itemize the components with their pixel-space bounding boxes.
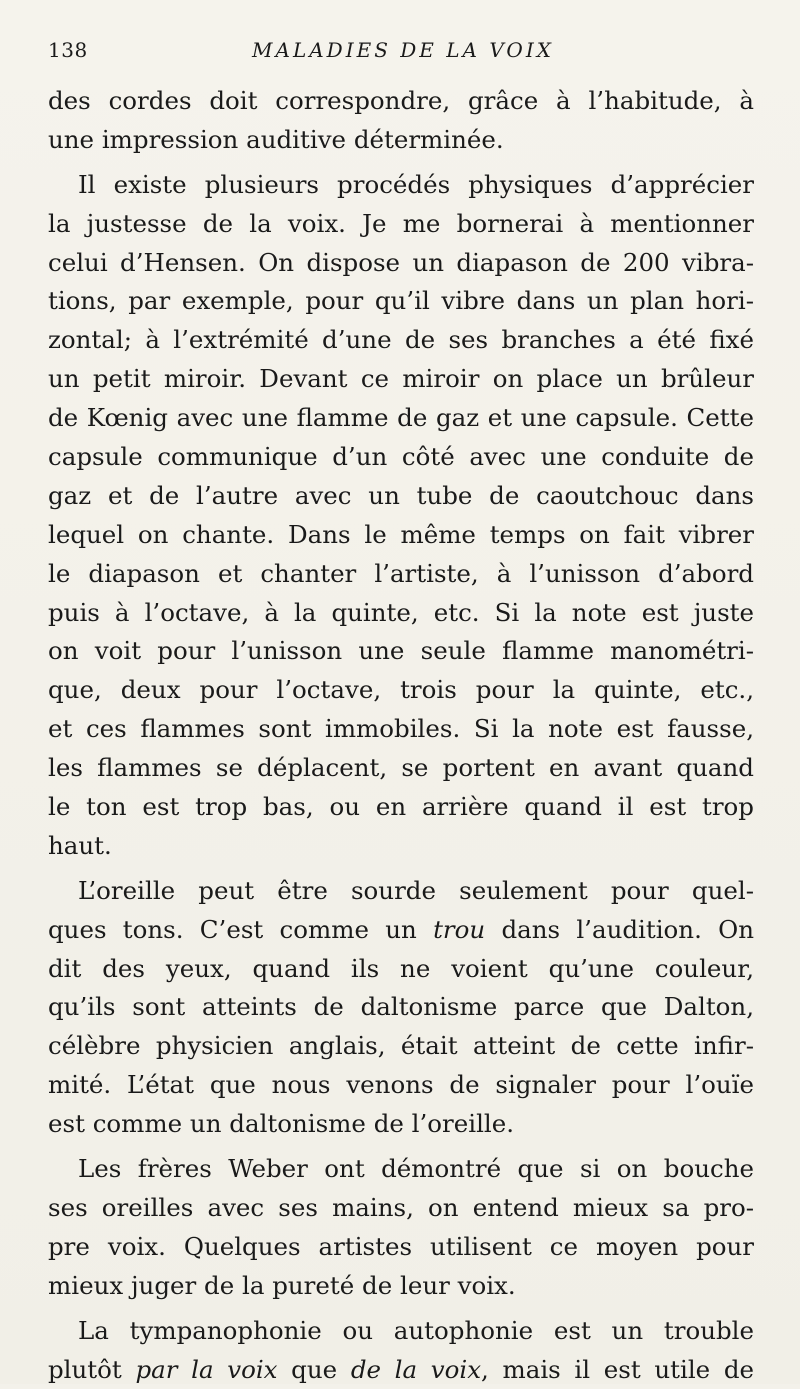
paragraph-first-line: La tympanophonie ou autophonie est un trouble xyxy=(48,1312,754,1351)
text-line: mité. L’état que nous venons de signaler pour l’ouïe xyxy=(48,1066,754,1105)
italic-phrase: par la voix xyxy=(135,1355,277,1384)
text-line: on voit pour l’unisson une seule flamme manométri- xyxy=(48,632,754,671)
paragraph-first-line: Les frères Weber ont démontré que si on bouche xyxy=(48,1150,754,1189)
text-line: des cordes doit correspondre, grâce à l’habitude, à xyxy=(48,82,754,121)
paragraph-first-line: L’oreille peut être sourde seulement pour quel- xyxy=(48,872,754,911)
italic-word: trou xyxy=(433,915,485,944)
text-line xyxy=(48,1351,754,1389)
text-line: gaz et de l’autre avec un tube de caoutchouc dans xyxy=(48,477,754,516)
text-line: le diapason et chanter l’artiste, à l’unisson d’abord xyxy=(48,555,754,594)
text-line: de Kœnig avec une flamme de gaz et une capsule. Cette xyxy=(48,399,754,438)
italic-phrase: de la voix xyxy=(351,1355,481,1384)
text-line: un petit miroir. Devant ce miroir on place un brûleur xyxy=(48,360,754,399)
text-line: zontal; à l’extrémité d’une de ses branches a été fixé xyxy=(48,321,754,360)
text-line: qu’ils sont atteints de daltonisme parce que Dalton, xyxy=(48,988,754,1027)
text-line: lequel on chante. Dans le même temps on fait vibrer xyxy=(48,516,754,555)
page-header xyxy=(48,38,758,70)
text-line: les flammes se déplacent, se portent en avant quand xyxy=(48,749,754,788)
text-line: haut. xyxy=(48,827,754,866)
text-line: est comme un daltonisme de l’oreille. xyxy=(48,1105,754,1144)
text-line: la justesse de la voix. Je me bornerai à mentionner xyxy=(48,205,754,244)
text-line: mieux juger de la pureté de leur voix. xyxy=(48,1267,754,1306)
paragraph-first-line: Il existe plusieurs procédés physiques d’apprécier xyxy=(48,166,754,205)
text-line: puis à l’octave, à la quinte, etc. Si la note est juste xyxy=(48,594,754,633)
text-segment: , mais il est utile de xyxy=(481,1355,754,1384)
text-segment: ques tons. C’est comme un xyxy=(48,915,417,944)
text-segment: dans l’audition. On xyxy=(501,915,754,944)
body-text xyxy=(48,82,754,1389)
text-segment: que xyxy=(291,1355,337,1384)
text-line: ses oreilles avec ses mains, on entend mieux sa pro- xyxy=(48,1189,754,1228)
text-line: capsule communique d’un côté avec une conduite de xyxy=(48,438,754,477)
page-number: 138 xyxy=(48,38,88,62)
text-line: dit des yeux, quand ils ne voient qu’une couleur, xyxy=(48,950,754,989)
text-line: célèbre physicien anglais, était atteint de cette infir- xyxy=(48,1027,754,1066)
running-head: MALADIES DE LA VOIX xyxy=(48,38,758,62)
text-line: celui d’Hensen. On dispose un diapason de 200 vibra- xyxy=(48,244,754,283)
text-line: que, deux pour l’octave, trois pour la quinte, etc., xyxy=(48,671,754,710)
text-line: pre voix. Quelques artistes utilisent ce moyen pour xyxy=(48,1228,754,1267)
text-line xyxy=(48,911,754,950)
text-segment: plutôt xyxy=(48,1355,122,1384)
text-line: le ton est trop bas, ou en arrière quand il est trop xyxy=(48,788,754,827)
text-line: tions, par exemple, pour qu’il vibre dans un plan hori- xyxy=(48,282,754,321)
text-line: une impression auditive déterminée. xyxy=(48,121,754,160)
text-line: et ces flammes sont immobiles. Si la note est fausse, xyxy=(48,710,754,749)
